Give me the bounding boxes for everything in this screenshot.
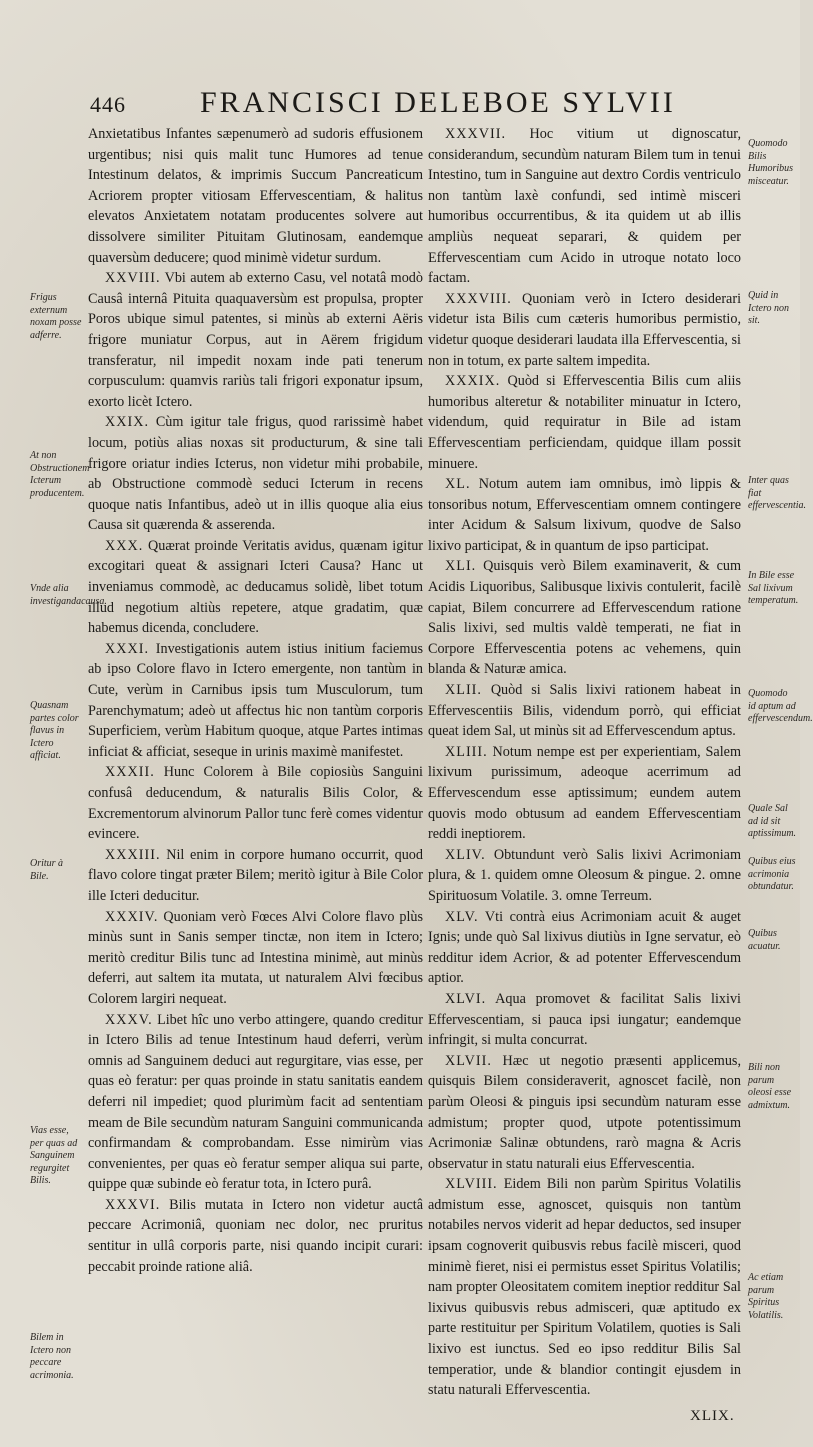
section-number: XLVIII.: [445, 1176, 498, 1193]
section-number: XLII.: [445, 682, 482, 699]
page-header: [90, 84, 780, 124]
section-number: XLIII.: [445, 743, 488, 760]
section-number: XXXVII.: [445, 126, 507, 142]
margin-note: Quale Sal ad id sit aptissimum.: [748, 803, 797, 839]
paragraph: [88, 268, 423, 412]
paragraph-text: Cùm igitur tale frigus, quod rarissimè habet locum, potiùs alias noxas sit producturum, & sine tali frigore oriatur indies Icterus, non videtur mihi probabile, ab Obstructione commodè seduci Icterum in recens quoque natis Infantibus, adeò ut in illis quoque alia eius Causa sit quærenda & asserenda.: [88, 414, 424, 534]
paragraph: [428, 845, 741, 907]
margin-note: At non Obstructionem Icterum producentem.: [30, 450, 90, 499]
paragraph-text: Vti contrà eius Acrimoniam acuit & auget Ignis; unde quò Sal lixivus diutiùs in Igne servatur, eò redditur idem Acrior, & ad potenter Effervescendum aptior.: [428, 908, 741, 987]
section-number: XXXIII.: [105, 846, 161, 863]
paragraph-text: Libet hîc uno verbo attingere, quando creditur in Ictero Bilis ad tenue Intestinum haud deferri, verùm omnis ad Sanguinem deduci aut regurgitare, vias esse, per quas eò feratur: per quas proinde in statu sanitatis eandem deferri nil impediet; quod plurimùm facit ad sententiam meam de Bile secundùm naturam Sanguini communicanda confirmandam & comprobandam. Esse nimirùm vias convenientes, per quas eò feratur semper aliqua sui parte, quippe quæ subinde eò feratur tota, in Ictero purâ.: [88, 1011, 423, 1193]
margin-note: Quomodo Bilis Humoribus misceatur.: [748, 138, 794, 187]
paragraph-text: Obtundunt verò Salis lixivi Acrimoniam plura, & 1. quidem omne Oleosum & pingue. 2. omne Spirituosum Volatile. 3. omne Terreum.: [428, 846, 742, 904]
paragraph-text: Anxietatibus Infantes sæpenumerò ad sudoris effusionem urgentibus; nisi quis malit tunc Humores ad tenue Intestinum delatos, & imprimis Succum Pancreaticum Acriorem propter vitiosam Effervescentiam, & halitus elevatos Anxietatem notatam producentes solvere aut dissolvere similiter Pituitam Glutinosam, eandemque quaversùm deducere; quod minimè videtur surdum.: [88, 126, 423, 266]
paragraph-text: Notum autem iam omnibus, imò lippis & tonsoribus notum, Effervescentiam omnem contingere inter Acidum & Salsum lixivum, quodve de Salso lixivo participat, & in quantum de ipso participat.: [428, 476, 741, 554]
paragraph-text: Quoniam verò Fœces Alvi Colore flavo plùs minùs sunt in Sanis semper tinctæ, non item in Ictero; meritò creditur Bilis tunc ad Intestina minimè, aut minùs deferri, aut saltem ita mutata, ut naturalem Alvi fœcibus Colorem largiri nequeat.: [88, 908, 423, 1007]
section-number: XXX.: [105, 537, 144, 554]
paragraph-text: Quòd si Effervescentia Bilis cum aliis humoribus alteretur & notabiliter minuatur in Ictero, videndum, quid requiratur in Bile ad istam Effervescentiam perficiendam, quidque illam possit minuere.: [428, 373, 742, 472]
margin-note: Quomodo id aptum ad effervescendum.: [748, 688, 813, 724]
margin-note: Vias esse, per quas ad Sanguinem regurgitet Bilis.: [30, 1125, 78, 1186]
section-number: XXXII.: [105, 764, 155, 781]
paragraph: [428, 680, 741, 742]
section-number: XLV.: [445, 908, 479, 925]
paragraph-text: Notum nempe est per experientiam, Salem lixivum purissimum, adeoque acerrimum ad Effervescendum esse aptissimum; eundem autem quovis modo obtusum ad eandem Effervescentiam reddi ineptiorem.: [428, 743, 741, 843]
margin-note: Vnde alia investigandacausa.: [30, 583, 107, 607]
paragraph-text: Nil enim in corpore humano occurrit, quod flavo colore tingat præter Bilem; meritò igitur à Bile Color ille Icteri deducitur.: [88, 846, 423, 904]
left-text-column: [88, 124, 423, 1419]
paragraph: [88, 124, 423, 268]
section-number: XXXVIII.: [445, 290, 512, 307]
paragraph: [428, 989, 741, 1051]
section-number: XXXV.: [105, 1011, 153, 1028]
paragraph: [88, 536, 423, 639]
margin-note: Oritur à Bile.: [30, 858, 64, 882]
margin-note: Ac etiam parum Spiritus Volatilis.: [748, 1272, 784, 1321]
paragraph: [428, 124, 741, 289]
section-number: XXXIV.: [105, 908, 159, 925]
running-head: FRANCISCI DELEBOE SYLVII: [200, 86, 676, 119]
margin-note: In Bile esse Sal lixivum temperatum.: [748, 570, 799, 606]
paragraph: [428, 1051, 741, 1175]
paragraph-text: Bilis mutata in Ictero non videtur auctâ peccare Acrimoniâ, quoniam nec dolor, nec pruritus sentitur in ullâ corporis parte, nisi quando incipit curari: peccabit proinde ratione aliâ.: [88, 1196, 423, 1275]
paragraph: [88, 762, 423, 844]
paragraph-text: Quisquis verò Bilem examinaverit, & cum Acidis Liquoribus, Salibusque lixivis contulerit, facilè capiat, Bilem concurrere ad Effervescendum ratione Salis lixivi, sed multis valdè temperati, ne fiat in Corpore Effervescentia potens ac vehemens, quin blanda & Naturæ amica.: [428, 558, 742, 678]
paragraph: [428, 907, 741, 989]
right-text-column: [428, 124, 741, 1414]
paragraph-text: Vbi autem ab externo Casu, vel notatâ modò Causâ internâ Pituita quaquaversùm est propulsa, propter Poros ubique simul patentes, si minùs ab externi Aëris frigore muniatur Corpus, aut in Aërem frigidum transferatur, nil impedit noxam inde pati tenerum corpusculum: quamvis rariùs tali frigori exponatur ipsum, exorto licèt Ictero.: [88, 270, 423, 410]
paragraph: [428, 474, 741, 556]
section-number: XXXIX.: [445, 373, 501, 390]
margin-note: Frigus externum noxam posse adferre.: [30, 292, 82, 341]
section-number: XLIV.: [445, 846, 486, 863]
paragraph-text: Quòd si Salis lixivi rationem habeat in Effervescentiis Bilis, videndum porrò, qui efficiat queat idem Sal, ut minùs sit ad Effervescendum aptus.: [428, 682, 741, 740]
paragraph-text: Hunc Colorem à Bile copiosiùs Sanguini confusâ deducendum, & naturalis Bilis Color, & Excrementorum alvinorum Pallor tunc ferè comes videntur evincere.: [88, 764, 423, 843]
paragraph: [428, 1174, 741, 1401]
paragraph: [428, 742, 741, 845]
paragraph-text: Quærat proinde Veritatis avidus, quænam igitur excogitari queat & assignari Icteri Causa? Hanc ut inveniamus commodè, ac deducamus solidè, libet totum illud negotium altiùs repetere, atque gradatim, quæ habemus dicenda, concludere.: [88, 537, 424, 637]
paragraph-text: Aqua promovet & facilitat Salis lixivi Effervescentiam, si pauca ipsi iungatur; eandemque infringit, si multa concurrat.: [428, 990, 741, 1049]
catchword: XLIX.: [690, 1408, 735, 1424]
margin-note: Bili non parum oleosi esse admixtum.: [748, 1062, 792, 1111]
paragraph: [428, 289, 741, 371]
paragraph: [428, 556, 741, 680]
section-number: XLVII.: [445, 1052, 492, 1069]
section-number: XLVI.: [445, 990, 487, 1007]
paragraph-text: Investigationis autem istius initium faciemus ab ipso Colore flavo in Ictero emergente, non tantùm in Cute, verùm in Carnibus ipsis tum Musculorum, tum Parenchymatum; adeò ut affectus hic non tantùm corporis Superficiem, verùm Habitum quoque, atque Partes intimas inficiat & afficiat, seseque in urinis maximè manifestet.: [88, 640, 423, 760]
paragraph: [88, 639, 423, 763]
section-number: XXVIII.: [105, 270, 161, 287]
section-number: XL.: [445, 476, 471, 493]
paragraph-text: Eidem Bili non parùm Spiritus Volatilis admistum esse, agnoscet, quisquis non tantùm notabiles nervos viderit ad hepar deductos, sed insuper ipsam cognoverit quibusvis rebus facilè misceri, quod minimè fieret, nisi ei permistus esset Spiritus Volatilis; nam propter Oleositatem comitem ineptior redditur Sal lixivus quibusvis rebus admisceri, quæ aptitudo ex parte restituitur per Spiritum Volatilem, quoties is Sali lixivo est iunctus. Sed eo ipso redditur Bilis Sal temperatior, unde & blandior contingit ejusdem in statu naturali Effervescentia.: [428, 1176, 742, 1399]
margin-note: Inter quas fiat effervescentia.: [748, 475, 807, 511]
section-number: XXXVI.: [105, 1196, 161, 1213]
paragraph-text: Quoniam verò in Ictero desiderari videtur ista Bilis cum cæteris humoribus permistio, videtur quoque desiderari laudata illa Effervescentia, si non in totum, ex parte saltem impedita.: [428, 290, 742, 369]
paragraph: [428, 371, 741, 474]
margin-note: Quibus eius acrimonia obtundatur.: [748, 856, 796, 892]
section-number: XLI.: [445, 558, 477, 575]
margin-note: Quid in Ictero non sit.: [748, 290, 790, 326]
paragraph-text: Hæc ut negotio præsenti applicemus, quisquis Bilem consideraverit, agnoscet facilè, non parùm Oleosi & pinguis ipsi secundùm naturam esse admistum; propter quod, utpote potentissimum Acrimoniæ Salinæ obtundens, rarò magna & Acris observatur in statu naturali eius Effervescentia.: [428, 1052, 741, 1172]
margin-note: Quasnam partes color flavus in Ictero afficiat.: [30, 700, 79, 761]
paragraph: [88, 1010, 423, 1195]
paragraph: [88, 412, 423, 536]
paragraph: [88, 907, 423, 1010]
section-number: XXXI.: [105, 640, 150, 657]
paragraph: [88, 1195, 423, 1277]
margin-note: Bilem in Ictero non peccare acrimonia.: [30, 1332, 74, 1381]
section-number: XXIX.: [105, 414, 150, 431]
page-number: 446: [90, 92, 126, 117]
margin-note: Quibus acuatur.: [748, 928, 781, 952]
paragraph-text: Hoc vitium ut dignoscatur, considerandum, secundùm naturam Bilem tum in tenui Intestino, tum in Sanguine aut dextro Cordis ventriculo non tantùm laxè confundi, sed intimè misceri humoribus occurrentibus, & ita quidem ut ab illis ampliùs nequeat separari, & quidem per Effervescentiam cum Acido in utroque notato loco factam.: [428, 126, 741, 287]
paragraph: [88, 845, 423, 907]
